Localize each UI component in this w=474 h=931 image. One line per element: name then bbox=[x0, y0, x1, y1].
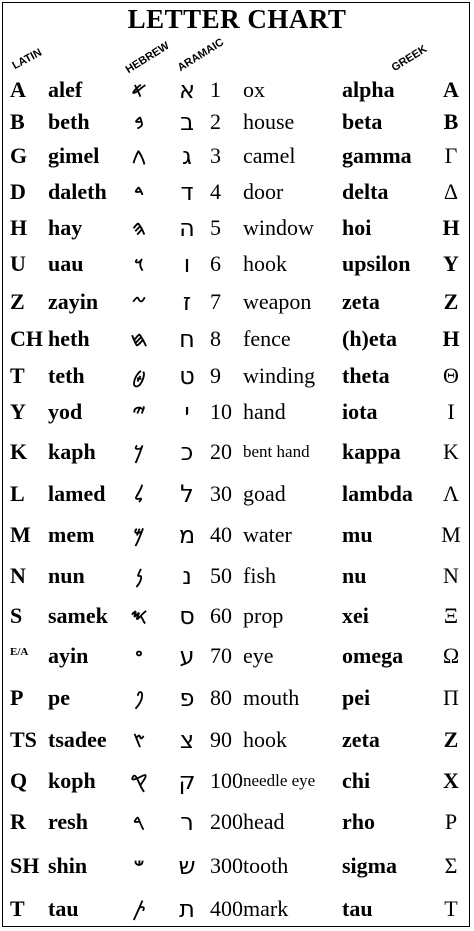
greek-letter-name: delta bbox=[342, 179, 389, 204]
hebrew-letter-name: uau bbox=[48, 251, 84, 276]
greek-letter: Ω bbox=[442, 643, 460, 668]
numeric-value: 100 bbox=[210, 768, 243, 793]
aramaic-glyph: צ bbox=[179, 726, 195, 754]
greek-letter: Δ bbox=[443, 179, 459, 204]
letter-meaning: hand bbox=[243, 399, 286, 424]
paleo-hebrew-glyph: 𐤇 bbox=[130, 327, 148, 351]
aramaic-glyph: י bbox=[184, 398, 190, 426]
letter-meaning: needle eye bbox=[243, 771, 316, 790]
aramaic-glyph: ב bbox=[180, 108, 194, 136]
paleo-hebrew-glyph: 𐤔 bbox=[133, 854, 145, 878]
paleo-hebrew-glyph: 𐤃 bbox=[134, 180, 144, 204]
greek-letter-name: theta bbox=[342, 363, 390, 388]
aramaic-glyph: ת bbox=[179, 895, 195, 923]
paleo-hebrew-glyph: 𐤑 bbox=[133, 728, 145, 752]
letter-meaning: window bbox=[243, 215, 314, 240]
latin-letter: P bbox=[10, 685, 24, 710]
greek-letter: Γ bbox=[444, 143, 458, 168]
aramaic-glyph: מ bbox=[178, 521, 196, 549]
column-header-hebrew: HEBREW bbox=[123, 39, 172, 76]
greek-letter-name: upsilon bbox=[342, 251, 411, 276]
greek-letter: M bbox=[441, 522, 461, 547]
hebrew-letter-name: tau bbox=[48, 896, 79, 921]
column-header-aramaic: ARAMAIC bbox=[175, 36, 227, 74]
latin-letter: M bbox=[10, 522, 31, 547]
greek-letter: H bbox=[442, 326, 460, 351]
greek-letter-name: chi bbox=[342, 768, 371, 793]
table-row bbox=[0, 848, 474, 884]
greek-letter-name: zeta bbox=[342, 727, 380, 752]
numeric-value: 7 bbox=[210, 289, 221, 314]
greek-letter: N bbox=[443, 563, 459, 588]
letter-meaning: goad bbox=[243, 481, 286, 506]
table-row bbox=[0, 804, 474, 840]
letter-meaning: weapon bbox=[243, 289, 312, 314]
latin-letter: T bbox=[10, 896, 25, 921]
greek-letter-name: sigma bbox=[342, 853, 397, 878]
table-row bbox=[0, 558, 474, 594]
column-header-greek: GREEK bbox=[389, 43, 430, 74]
numeric-value: 3 bbox=[210, 143, 221, 168]
hebrew-letter-name: alef bbox=[48, 77, 83, 102]
paleo-hebrew-glyph: 𐤒 bbox=[130, 769, 148, 793]
table-row bbox=[0, 321, 474, 357]
latin-letter: SH bbox=[10, 853, 40, 878]
hebrew-letter-name: resh bbox=[48, 809, 88, 834]
letter-meaning: hook bbox=[243, 251, 287, 276]
hebrew-letter-name: shin bbox=[48, 853, 88, 878]
numeric-value: 30 bbox=[210, 481, 232, 506]
paleo-hebrew-glyph: 𐤀 bbox=[131, 78, 147, 102]
aramaic-glyph: ט bbox=[179, 362, 195, 390]
paleo-hebrew-glyph: 𐤌 bbox=[133, 523, 145, 547]
numeric-value: 80 bbox=[210, 685, 232, 710]
greek-letter-name: xei bbox=[342, 603, 369, 628]
letter-meaning: house bbox=[243, 109, 295, 134]
latin-letter: R bbox=[10, 809, 26, 834]
greek-letter-name: pei bbox=[342, 685, 371, 710]
greek-letter: Λ bbox=[443, 481, 459, 506]
aramaic-glyph: ו bbox=[183, 250, 191, 278]
greek-letter-name: kappa bbox=[342, 439, 401, 464]
hebrew-letter-name: lamed bbox=[48, 481, 106, 506]
latin-letter: E/A bbox=[10, 646, 29, 658]
aramaic-glyph: ע bbox=[179, 642, 195, 670]
table-row bbox=[0, 517, 474, 553]
numeric-value: 50 bbox=[210, 563, 232, 588]
hebrew-letter-name: teth bbox=[48, 363, 85, 388]
greek-letter: Θ bbox=[443, 363, 459, 388]
table-row bbox=[0, 891, 474, 927]
numeric-value: 10 bbox=[210, 399, 232, 424]
table-row bbox=[0, 598, 474, 634]
paleo-hebrew-glyph: 𐤈 bbox=[132, 364, 146, 388]
letter-meaning: mark bbox=[243, 896, 289, 921]
letter-meaning: head bbox=[243, 809, 285, 834]
table-row bbox=[0, 284, 474, 320]
aramaic-glyph: ד bbox=[180, 178, 194, 206]
letter-meaning: water bbox=[243, 522, 292, 547]
hebrew-letter-name: koph bbox=[48, 768, 96, 793]
latin-letter: L bbox=[10, 481, 25, 506]
table-row bbox=[0, 394, 474, 430]
hebrew-letter-name: daleth bbox=[48, 179, 107, 204]
greek-letter: A bbox=[443, 77, 459, 102]
latin-letter: TS bbox=[10, 727, 37, 752]
numeric-value: 90 bbox=[210, 727, 232, 752]
letter-meaning: hook bbox=[243, 727, 287, 752]
aramaic-glyph: ק bbox=[178, 767, 196, 795]
hebrew-letter-name: kaph bbox=[48, 439, 96, 464]
numeric-value: 400 bbox=[210, 896, 243, 921]
hebrew-letter-name: gimel bbox=[48, 143, 100, 168]
greek-letter: Y bbox=[443, 251, 459, 276]
greek-letter-name: alpha bbox=[342, 77, 395, 102]
aramaic-glyph: ל bbox=[180, 480, 194, 508]
numeric-value: 5 bbox=[210, 215, 221, 240]
aramaic-glyph: ש bbox=[178, 852, 196, 880]
latin-letter: T bbox=[10, 363, 25, 388]
letter-meaning: door bbox=[243, 179, 284, 204]
greek-letter: T bbox=[444, 896, 458, 921]
greek-letter-name: mu bbox=[342, 522, 373, 547]
letter-meaning: fish bbox=[243, 563, 276, 588]
hebrew-letter-name: hay bbox=[48, 215, 83, 240]
paleo-hebrew-glyph: 𐤆 bbox=[131, 290, 147, 314]
latin-letter: U bbox=[10, 251, 26, 276]
greek-letter-name: tau bbox=[342, 896, 373, 921]
table-row bbox=[0, 174, 474, 210]
aramaic-glyph: ה bbox=[179, 214, 195, 242]
aramaic-glyph: פ bbox=[179, 684, 195, 712]
hebrew-letter-name: beth bbox=[48, 109, 90, 134]
aramaic-glyph: א bbox=[178, 76, 196, 104]
numeric-value: 70 bbox=[210, 643, 232, 668]
hebrew-letter-name: pe bbox=[48, 685, 70, 710]
greek-letter: Z bbox=[443, 289, 459, 314]
paleo-hebrew-glyph: 𐤏 bbox=[135, 644, 143, 668]
greek-letter-name: nu bbox=[342, 563, 367, 588]
letter-meaning: ox bbox=[243, 77, 265, 102]
greek-letter: Π bbox=[443, 685, 459, 710]
numeric-value: 6 bbox=[210, 251, 221, 276]
latin-letter: Y bbox=[10, 399, 26, 424]
aramaic-glyph: ז bbox=[182, 288, 192, 316]
numeric-value: 4 bbox=[210, 179, 221, 204]
latin-letter: A bbox=[10, 77, 26, 102]
greek-letter-name: omega bbox=[342, 643, 404, 668]
numeric-value: 1 bbox=[210, 77, 221, 102]
greek-letter: Σ bbox=[444, 853, 458, 878]
greek-letter-name: lambda bbox=[342, 481, 413, 506]
numeric-value: 20 bbox=[210, 439, 232, 464]
greek-letter: P bbox=[444, 809, 458, 834]
letter-meaning: prop bbox=[243, 603, 284, 628]
greek-letter: K bbox=[443, 439, 459, 464]
paleo-hebrew-glyph: 𐤓 bbox=[133, 810, 145, 834]
latin-letter: D bbox=[10, 179, 26, 204]
numeric-value: 8 bbox=[210, 326, 221, 351]
letter-meaning: eye bbox=[243, 643, 274, 668]
greek-letter: I bbox=[447, 399, 455, 424]
table-row bbox=[0, 763, 474, 799]
paleo-hebrew-glyph: 𐤉 bbox=[132, 400, 146, 424]
numeric-value: 9 bbox=[210, 363, 221, 388]
aramaic-glyph: ס bbox=[179, 602, 195, 630]
aramaic-glyph: ג bbox=[182, 142, 192, 170]
greek-letter: Z bbox=[443, 727, 459, 752]
greek-letter: X bbox=[443, 768, 459, 793]
page-title: LETTER CHART bbox=[127, 4, 347, 34]
paleo-hebrew-glyph: 𐤕 bbox=[132, 897, 146, 921]
table-row bbox=[0, 722, 474, 758]
letter-meaning: camel bbox=[243, 143, 296, 168]
latin-letter: CH bbox=[10, 326, 43, 351]
latin-letter: B bbox=[10, 109, 25, 134]
paleo-hebrew-glyph: 𐤄 bbox=[132, 216, 146, 240]
letter-meaning: tooth bbox=[243, 853, 289, 878]
table-row bbox=[0, 72, 474, 108]
table-row bbox=[0, 476, 474, 512]
aramaic-glyph: ח bbox=[179, 325, 195, 353]
aramaic-glyph: כ bbox=[180, 438, 194, 466]
hebrew-letter-name: yod bbox=[48, 399, 83, 424]
hebrew-letter-name: ayin bbox=[48, 643, 89, 668]
letter-meaning: bent hand bbox=[243, 442, 310, 461]
greek-letter: Ξ bbox=[443, 603, 459, 628]
latin-letter: S bbox=[10, 603, 23, 628]
greek-letter-name: rho bbox=[342, 809, 375, 834]
greek-letter-name: beta bbox=[342, 109, 383, 134]
table-row bbox=[0, 680, 474, 716]
hebrew-letter-name: zayin bbox=[48, 289, 99, 314]
hebrew-letter-name: heth bbox=[48, 326, 90, 351]
latin-letter: K bbox=[10, 439, 28, 464]
hebrew-letter-name: mem bbox=[48, 522, 95, 547]
latin-letter: G bbox=[10, 143, 28, 168]
greek-letter-name: hoi bbox=[342, 215, 372, 240]
numeric-value: 60 bbox=[210, 603, 232, 628]
aramaic-glyph: נ bbox=[182, 562, 192, 590]
latin-letter: Q bbox=[10, 768, 28, 793]
greek-letter-name: zeta bbox=[342, 289, 380, 314]
hebrew-letter-name: samek bbox=[48, 603, 108, 628]
paleo-hebrew-glyph: 𐤎 bbox=[130, 604, 148, 628]
latin-letter: N bbox=[10, 563, 26, 588]
letter-meaning: winding bbox=[243, 363, 316, 388]
paleo-hebrew-glyph: 𐤍 bbox=[135, 564, 143, 588]
greek-letter-name: gamma bbox=[342, 143, 412, 168]
column-header-latin: LATIN bbox=[10, 46, 44, 72]
table-row bbox=[0, 638, 474, 674]
letter-meaning: fence bbox=[243, 326, 291, 351]
numeric-value: 300 bbox=[210, 853, 243, 878]
letter-meaning: mouth bbox=[243, 685, 300, 710]
table-row bbox=[0, 358, 474, 394]
paleo-hebrew-glyph: 𐤋 bbox=[134, 482, 144, 506]
paleo-hebrew-glyph: 𐤂 bbox=[132, 144, 146, 168]
greek-letter-name: (h)eta bbox=[342, 326, 397, 351]
aramaic-glyph: ר bbox=[180, 808, 194, 836]
numeric-value: 2 bbox=[210, 109, 221, 134]
table-row bbox=[0, 246, 474, 282]
hebrew-letter-name: nun bbox=[48, 563, 85, 588]
paleo-hebrew-glyph: 𐤁 bbox=[134, 110, 144, 134]
greek-letter-name: iota bbox=[342, 399, 378, 424]
greek-letter: H bbox=[442, 215, 460, 240]
latin-letter: H bbox=[10, 215, 28, 240]
table-row bbox=[0, 104, 474, 140]
hebrew-letter-name: tsadee bbox=[48, 727, 107, 752]
table-row bbox=[0, 210, 474, 246]
paleo-hebrew-glyph: 𐤅 bbox=[134, 252, 144, 276]
greek-letter: B bbox=[443, 109, 459, 134]
table-row bbox=[0, 138, 474, 174]
paleo-hebrew-glyph: 𐤊 bbox=[134, 440, 144, 464]
latin-letter: Z bbox=[10, 289, 25, 314]
numeric-value: 40 bbox=[210, 522, 232, 547]
table-row bbox=[0, 434, 474, 470]
numeric-value: 200 bbox=[210, 809, 243, 834]
paleo-hebrew-glyph: 𐤐 bbox=[134, 686, 144, 710]
